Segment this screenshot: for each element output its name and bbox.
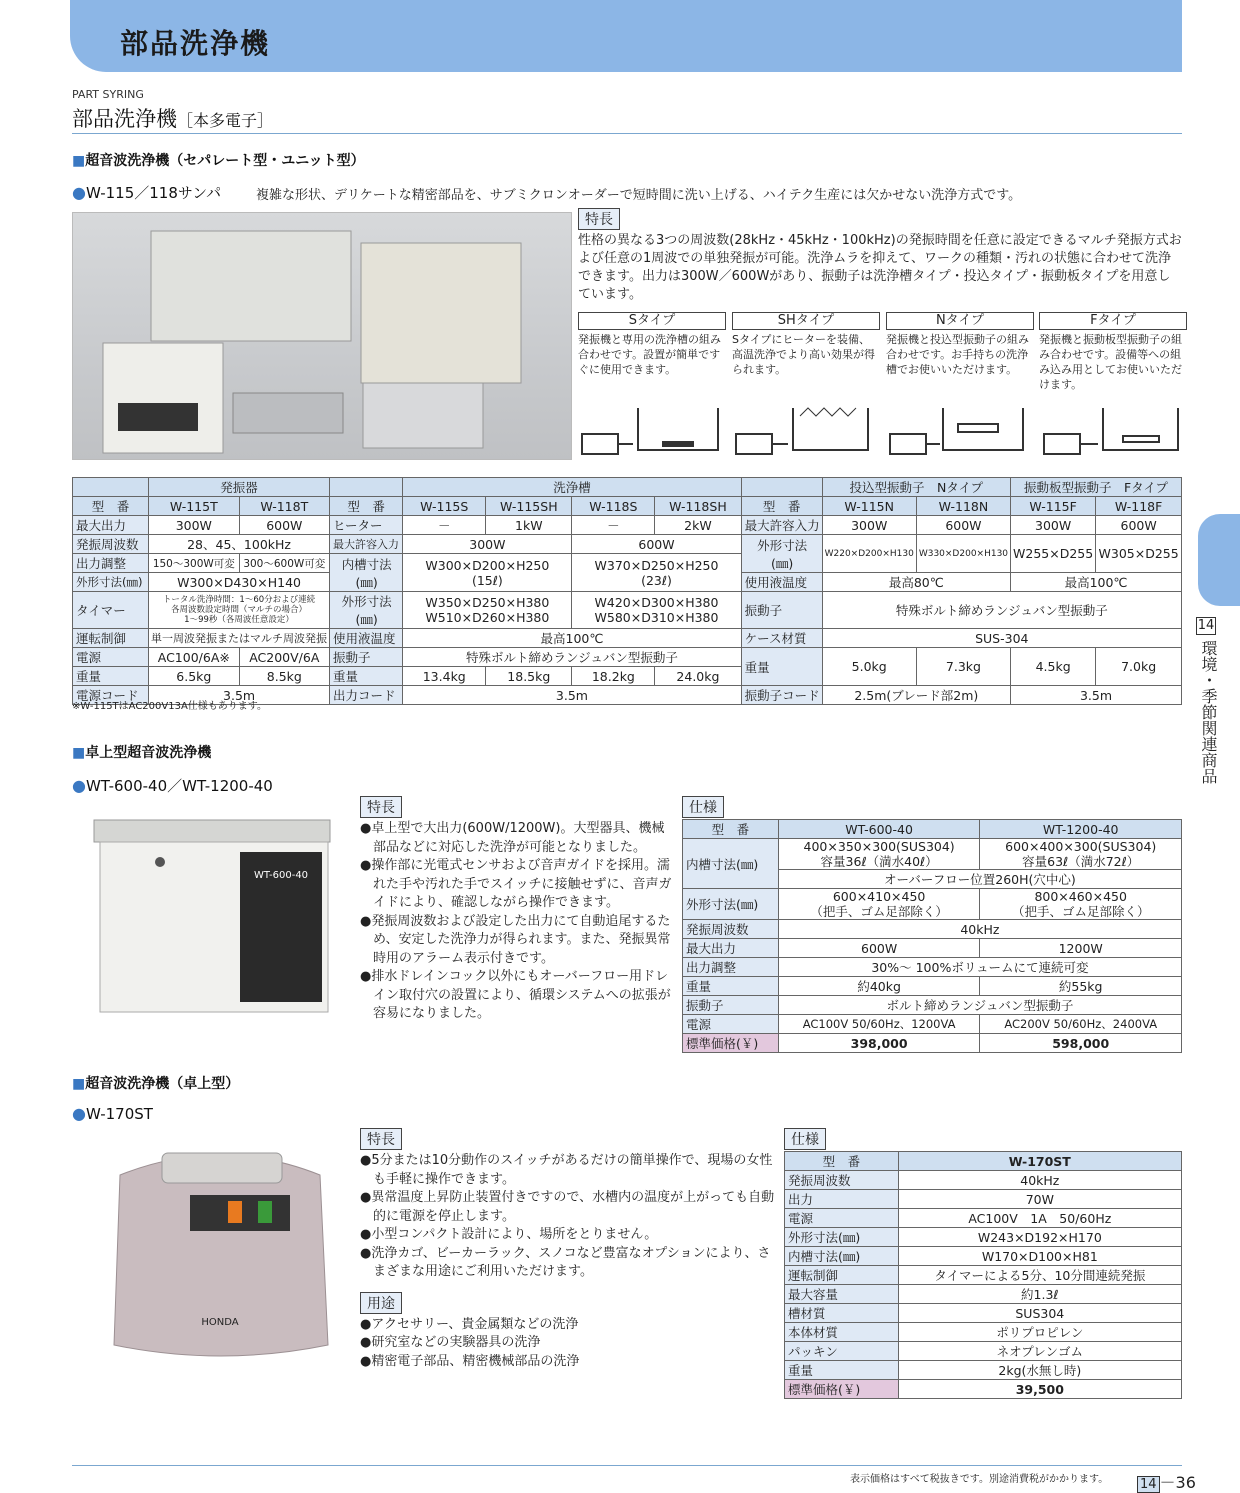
type-f: Fタイプ 発振機と振動板型振動子の組み合わせです。設備等への組み込み用としてお使いいただけます。 bbox=[1039, 312, 1187, 392]
table1-note: ※W-115TはAC200V13A仕様もあります。 bbox=[72, 701, 268, 712]
section3-feature bbox=[360, 1128, 778, 1371]
side-chapter-number: 14 bbox=[1197, 618, 1215, 633]
type-sh: SHタイプ Sタイプにヒーターを装備、高温洗浄でより高い効果が得られます。 bbox=[732, 312, 880, 377]
footer-note: 表示価格はすべて税抜きです。別途消費税がかかります。 bbox=[850, 1474, 1109, 1485]
side-chapter-title: 環境・季節関連商品 bbox=[1199, 640, 1218, 784]
wt600-label: WT-600-40 bbox=[253, 870, 309, 881]
section2-bullets: ●卓上型で大出力(600W/1200W)。大型器具、機械部品などに対応した洗浄が可能となりました。 ●操作部に光電式センサおよび音声ガイドを採用。濡れた手や汚れた手でスイッチに接触せずに、音声ガイドにより、確認しながら操作できます。 ●発振周波数および設定した出力にて自動追尾するため、安定した洗浄力が得られます。また、発振異常時用のアラーム表示付きです。 ●排水ドレインコック以外にもオーバーフロー用ドレイン取付穴の設置により、循環システムへの拡張が容易になりました。 bbox=[360, 821, 672, 1021]
section3-title: ■超音波洗浄機（卓上型） bbox=[72, 1076, 240, 1092]
spec-tag-2: 仕様 bbox=[682, 796, 724, 818]
group-tank: 洗浄槽 bbox=[403, 478, 741, 497]
subtitle-jp: 部品洗浄機［本多電子］ bbox=[72, 107, 274, 131]
group-oscillator: 発振器 bbox=[149, 478, 330, 497]
section1-model: ●W-115／118サンパ bbox=[72, 183, 222, 202]
brand-label: HONDA bbox=[201, 1317, 239, 1328]
w170-illustration bbox=[100, 1135, 340, 1370]
spec-table-2: 型 番 WT-600-40 WT-1200-40 内槽寸法(㎜) 400×350×300(SUS304) 容量36ℓ（満水40ℓ） 600×400×300(SUS304) 容量63ℓ（満水72ℓ） オーバーフロー位置260H(穴中心) 外形寸法(㎜) 600×410×450 （把手、ゴム足部除く） 800×460×450 （把手、ゴム足部除く） 発振周波数 40kHz 最大出力 600W 1200W 出力調整 30%～ 100%ボリュームにて連続可変 重量 約40kg 約55kg 振動子 ボルト締めランジュバン型振動子 電源 AC100V 50/60Hz、1200VA AC200V 50/60Hz、2400VA 標準価格(￥) 398,000 598,000 bbox=[682, 819, 1182, 1053]
section2-title: ■卓上型超音波洗浄機 bbox=[72, 745, 212, 761]
type-s: Sタイプ 発振機と専用の洗浄槽の組み合わせです。設置が簡単ですぐに使用できます。 bbox=[578, 312, 726, 377]
footer-rule bbox=[72, 1465, 1182, 1466]
use-tag: 用途 bbox=[360, 1292, 402, 1314]
subtitle-en: PART SYRING bbox=[72, 88, 144, 101]
feature-tag-2: 特長 bbox=[360, 796, 402, 818]
section1-title: ■超音波洗浄機（セパレート型・ユニット型） bbox=[72, 153, 365, 169]
type-diagrams bbox=[578, 400, 1182, 460]
page-number: 14 －36 bbox=[1137, 1470, 1196, 1493]
section2-model: ●WT-600-40／WT-1200-40 bbox=[72, 776, 273, 795]
wt600-illustration bbox=[90, 812, 340, 1022]
product-illustration bbox=[73, 213, 573, 461]
product-photo-w115 bbox=[72, 212, 572, 460]
feature-tag-3: 特長 bbox=[360, 1128, 402, 1150]
feature-tag: 特長 bbox=[578, 208, 620, 230]
page-title: 部品洗浄機 bbox=[120, 27, 271, 60]
section3-uses: ●アクセサリー、貴金属類などの洗浄 ●研究室などの実験器具の洗浄 ●精密電子部品、精密機械部品の洗浄 bbox=[360, 1316, 580, 1369]
spec-tag-3: 仕様 bbox=[784, 1128, 826, 1150]
feature-text: 性格の異なる3つの周波数(28kHz・45kHz・100kHz)の発振時間を任意に設定できるマルチ発振方式および任意の1周波での単独発振が可能。洗浄ムラを抑えて、ワークの種類・汚れの状態に合わせて洗浄できます。出力は300W／600Wがあり、振動子は洗浄槽タイプ・投込タイプ・振動板タイプを用意しています。 bbox=[578, 233, 1182, 302]
section2-feature bbox=[360, 796, 672, 1024]
product-photo-w170 bbox=[100, 1135, 340, 1370]
page-header bbox=[70, 0, 1182, 72]
side-chapter-tab bbox=[1198, 514, 1240, 606]
section3-bullets: ●5分または10分動作のスイッチがあるだけの簡単操作で、現場の女性も手軽に操作できます。 ●異常温度上昇防止装置付きですので、水槽内の温度が上がっても自動的に電源を停止します。 ●小型コンパクト設計により、場所をとりません。 ●洗浄カゴ、ビーカーラック、スノコなど豊富なオプションにより、さまざまな用途にご利用いただけます。 bbox=[360, 1153, 775, 1279]
group-n: 投込型振動子 Nタイプ bbox=[822, 478, 1010, 497]
spec-table-3: 型 番 W-170ST 発振周波数 40kHz 出力 70W 電源 AC100V 1A 50/60Hz 外形寸法(㎜) W243×D192×H170 内槽寸法(㎜) W170×D100×H81 運転制御 タイマーによる5分、10分間連続発振 最大容量 約1.3ℓ 槽材質 SUS304 本体材質 ポリプロピレン パッキン ネオプレンゴム 重量 2kg(水無し時) 標準価格(￥) 39,500 bbox=[784, 1151, 1182, 1399]
product-photo-wt600 bbox=[90, 812, 340, 1022]
section1-feature bbox=[578, 208, 1182, 304]
type-n: Nタイプ 発振機と投込型振動子の組み合わせです。お手持ちの洗浄槽でお使いいただけます。 bbox=[886, 312, 1034, 377]
section3-model: ●W-170ST bbox=[72, 1104, 153, 1123]
group-f: 振動板型振動子 Fタイプ bbox=[1011, 478, 1182, 497]
spec-table-1: 発振器 洗浄槽 投込型振動子 Nタイプ 振動板型振動子 Fタイプ 型 番 W-115T W-118T 型 番 W-115S W-115SH W-118S W-118SH 型 番 W-115N W-118N W-115F W-118F 最大出力 300W 600W ヒーター － 1kW － 2kW 最大許容入力 300W 600W 300W 600W 発振周波数 28、45、100kHz 最大許容入力 300W 600W 外形寸法 (㎜) W220×D200×H130 W330×D200×H130 W255×D255 W305×D255 出力調整 150～300W可変 300～600W可変 内槽寸法 (㎜) W300×D200×H250 (15ℓ) W370×D250×H250 (23ℓ) 外形寸法(㎜) W300×D430×H140 使用液温度 最高80℃ 最高100℃ タイマー トータル洗浄時間：1～60分および連続 各周波数設定時間（マルチの場合） 1～99秒（各周波任意設定） 外形寸法 (㎜) W350×D250×H380 W510×D260×H380 W420×D300×H380 W580×D310×H380 振動子 特殊ボルト締めランジュバン型振動子 運転制御 単一周波発振またはマルチ周波発振 使用液温度 最高100℃ ケース材質 SUS-304 電源 AC100/6A※ AC200V/6A 振動子 特殊ボルト締めランジュバン型振動子 重量 5.0kg 7.3kg 4.5kg 7.0kg 重量 6.5kg 8.5kg 重量 13.4kg 18.5kg 18.2kg 24.0kg 電源コード 3.5m 出力コード 3.5m 振動子コード 2.5m(ブレード部2m) 3.5m bbox=[72, 477, 1182, 705]
title-rule bbox=[72, 133, 1182, 134]
section1-desc: 複雑な形状、デリケートな精密部品を、サブミクロンオーダーで短時間に洗い上げる、ハイテク生産には欠かせない洗浄方式です。 bbox=[256, 188, 1022, 203]
